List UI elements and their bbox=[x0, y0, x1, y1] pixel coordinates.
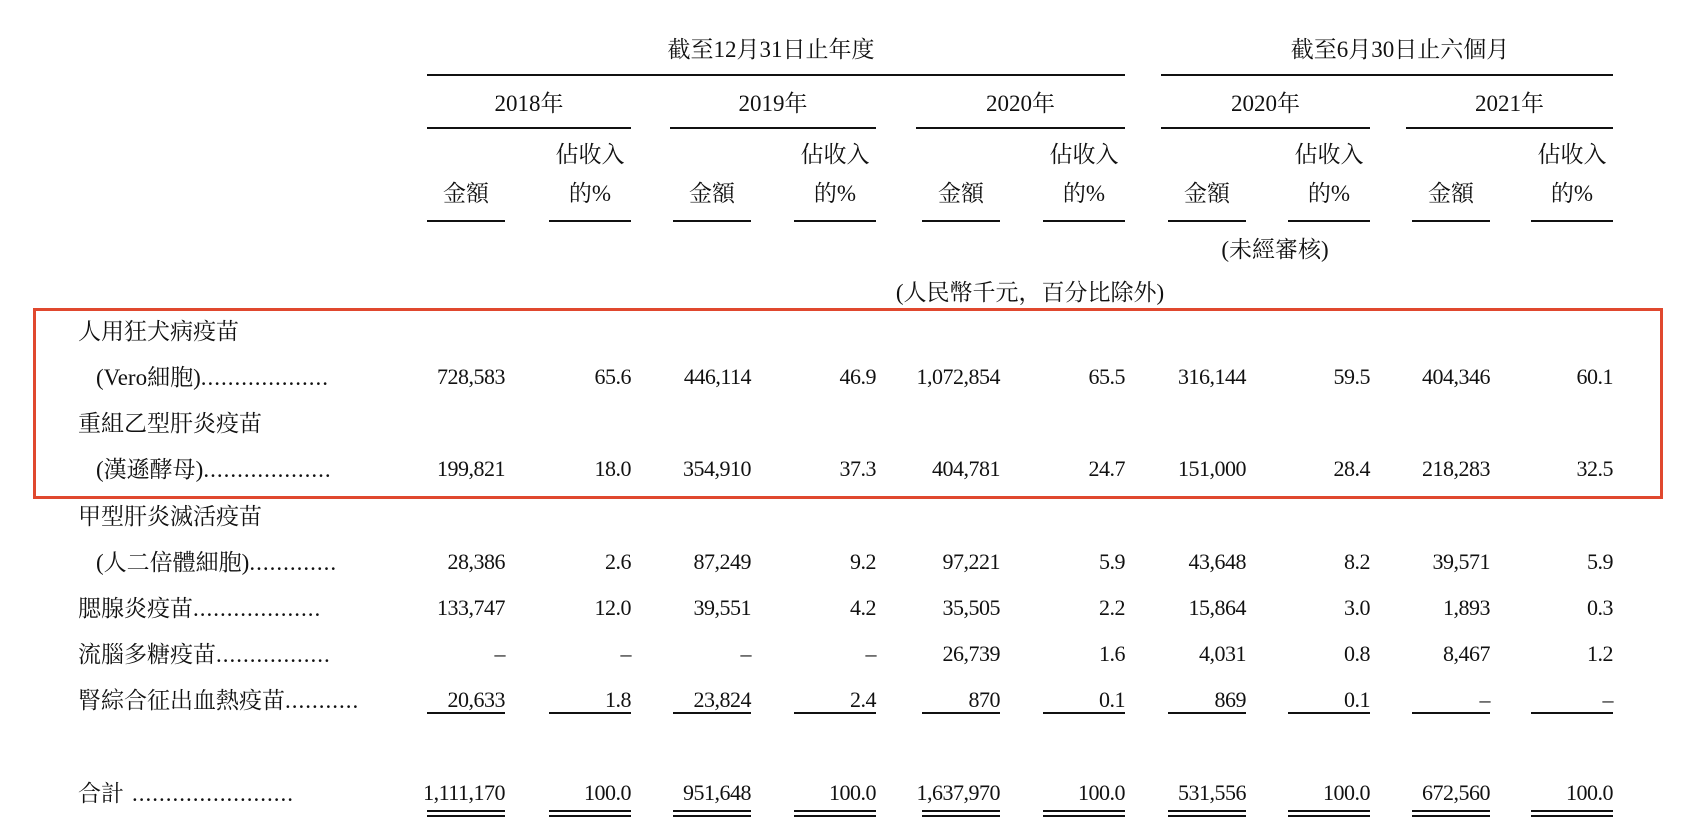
total-cell: 531,556 bbox=[1178, 780, 1246, 805]
total-cell: 951,648 bbox=[683, 780, 751, 805]
table-cell: – bbox=[1602, 687, 1613, 712]
header-amount: 金額 bbox=[443, 181, 489, 206]
total-double-rule bbox=[1043, 815, 1125, 817]
subtotal-rule bbox=[1288, 712, 1370, 714]
table-cell: 8.2 bbox=[1344, 549, 1370, 574]
header-pct-line1: 佔收入 bbox=[1049, 142, 1119, 167]
table-cell: 870 bbox=[968, 687, 1000, 712]
table-cell: 87,249 bbox=[693, 549, 751, 574]
row-label: 甲型肝炎滅活疫苗 bbox=[78, 504, 262, 529]
table-cell: 24.7 bbox=[1088, 456, 1125, 481]
total-double-rule bbox=[922, 810, 1000, 812]
table-cell: 199,821 bbox=[437, 456, 505, 481]
year-rule bbox=[427, 127, 631, 129]
total-cell: 1,637,970 bbox=[916, 780, 1000, 805]
subtotal-rule bbox=[794, 712, 876, 714]
table-cell: 2.2 bbox=[1099, 595, 1125, 620]
table-cell: 316,144 bbox=[1178, 364, 1246, 389]
dot-leader: ........... bbox=[285, 688, 360, 713]
subtotal-rule bbox=[673, 712, 751, 714]
subtotal-rule bbox=[427, 712, 505, 714]
subheader-rule bbox=[1412, 220, 1490, 222]
table-cell: 133,747 bbox=[437, 595, 505, 620]
table-cell: 28,386 bbox=[447, 549, 505, 574]
row-label bbox=[96, 551, 337, 574]
year-rule bbox=[1406, 127, 1613, 129]
row-label-text: (Vero細胞) bbox=[96, 365, 201, 390]
header-year: 2021年 bbox=[1475, 91, 1544, 116]
table-cell: 151,000 bbox=[1178, 456, 1246, 481]
table-cell: 65.6 bbox=[594, 364, 631, 389]
table-cell: 1.2 bbox=[1587, 641, 1613, 666]
table-cell: – bbox=[865, 641, 876, 666]
row-label bbox=[78, 597, 321, 620]
header-group-six-months: 截至6月30日止六個月 bbox=[1290, 37, 1510, 62]
table-cell: 5.9 bbox=[1099, 549, 1125, 574]
unaudited-note: (未經審核) bbox=[1221, 237, 1329, 262]
table-cell: 37.3 bbox=[839, 456, 876, 481]
dot-leader: ............. bbox=[249, 550, 338, 575]
table-cell: 43,648 bbox=[1188, 549, 1246, 574]
dot-leader: ................... bbox=[193, 596, 322, 621]
total-double-rule bbox=[549, 810, 631, 812]
table-cell: 35,505 bbox=[942, 595, 1000, 620]
table-cell: 59.5 bbox=[1333, 364, 1370, 389]
table-cell: 1,072,854 bbox=[916, 364, 1000, 389]
table-cell: 404,781 bbox=[932, 456, 1000, 481]
table-cell: 15,864 bbox=[1188, 595, 1246, 620]
header-pct-line2: 的% bbox=[1550, 181, 1594, 206]
total-double-rule bbox=[794, 815, 876, 817]
subtotal-rule bbox=[1043, 712, 1125, 714]
table-cell: 32.5 bbox=[1576, 456, 1613, 481]
total-cell: 672,560 bbox=[1422, 780, 1490, 805]
table-cell: 60.1 bbox=[1576, 364, 1613, 389]
year-rule bbox=[670, 127, 876, 129]
header-pct-line2: 的% bbox=[1062, 181, 1106, 206]
table-cell: 4,031 bbox=[1199, 641, 1246, 666]
subtotal-rule bbox=[1531, 712, 1613, 714]
subheader-rule bbox=[794, 220, 876, 222]
table-cell: – bbox=[620, 641, 631, 666]
header-amount: 金額 bbox=[689, 181, 735, 206]
table-cell: 2.6 bbox=[605, 549, 631, 574]
table-cell: 3.0 bbox=[1344, 595, 1370, 620]
total-double-rule bbox=[1168, 815, 1246, 817]
table-cell: 9.2 bbox=[850, 549, 876, 574]
table-cell: – bbox=[740, 641, 751, 666]
total-double-rule bbox=[1168, 810, 1246, 812]
header-amount: 金額 bbox=[938, 181, 984, 206]
row-label-text: 流腦多糖疫苗 bbox=[78, 642, 216, 667]
subheader-rule bbox=[1531, 220, 1613, 222]
subheader-rule bbox=[1043, 220, 1125, 222]
dot-leader: ................... bbox=[203, 457, 332, 482]
total-double-rule bbox=[673, 810, 751, 812]
table-cell: 446,114 bbox=[683, 364, 751, 389]
table-cell: 65.5 bbox=[1088, 364, 1125, 389]
subheader-rule bbox=[673, 220, 751, 222]
table-cell: 0.3 bbox=[1587, 595, 1613, 620]
dot-leader: ................... bbox=[200, 365, 329, 390]
row-label-text: 腮腺炎疫苗 bbox=[78, 596, 193, 621]
total-double-rule bbox=[1412, 810, 1490, 812]
year-rule bbox=[916, 127, 1125, 129]
total-double-rule bbox=[549, 815, 631, 817]
table-cell: 5.9 bbox=[1587, 549, 1613, 574]
subtotal-rule bbox=[1412, 712, 1490, 714]
group-rule-full-year bbox=[427, 74, 1125, 76]
total-double-rule bbox=[427, 815, 505, 817]
subheader-rule bbox=[922, 220, 1000, 222]
row-label: 人用狂犬病疫苗 bbox=[78, 319, 239, 344]
header-pct-line2: 的% bbox=[568, 181, 612, 206]
table-cell: 20,633 bbox=[447, 687, 505, 712]
header-group-full-year: 截至12月31日止年度 bbox=[667, 37, 875, 62]
header-pct-line2: 的% bbox=[1307, 181, 1351, 206]
header-pct-line1: 佔收入 bbox=[800, 142, 870, 167]
row-label-text: (人二倍體細胞) bbox=[96, 550, 250, 575]
row-label bbox=[78, 689, 359, 712]
table-cell: 12.0 bbox=[594, 595, 631, 620]
subtotal-rule bbox=[1168, 712, 1246, 714]
row-label-text: (漢遜酵母) bbox=[96, 457, 204, 482]
header-pct-line1: 佔收入 bbox=[1294, 142, 1364, 167]
table-cell: 39,571 bbox=[1432, 549, 1490, 574]
header-year: 2018年 bbox=[494, 91, 564, 116]
group-rule-six-months bbox=[1161, 74, 1613, 76]
total-double-rule bbox=[1288, 810, 1370, 812]
dot-leader: ........................ bbox=[132, 781, 294, 806]
table-cell: 97,221 bbox=[942, 549, 1000, 574]
subtotal-rule bbox=[549, 712, 631, 714]
year-rule bbox=[1161, 127, 1370, 129]
row-label bbox=[78, 643, 331, 666]
total-label-text: 合計 bbox=[78, 781, 124, 806]
table-cell: 46.9 bbox=[839, 364, 876, 389]
header-year: 2019年 bbox=[738, 91, 808, 116]
table-cell: 218,283 bbox=[1422, 456, 1490, 481]
subheader-rule bbox=[1288, 220, 1370, 222]
unit-note: (人民幣千元，百分比除外) bbox=[895, 280, 1165, 305]
table-cell: 18.0 bbox=[594, 456, 631, 481]
table-cell: 1.8 bbox=[605, 687, 631, 712]
total-double-rule bbox=[673, 815, 751, 817]
subheader-rule bbox=[427, 220, 505, 222]
subtotal-rule bbox=[922, 712, 1000, 714]
header-year: 2020年 bbox=[1231, 91, 1300, 116]
table-cell: 869 bbox=[1214, 687, 1246, 712]
dot-leader: ................. bbox=[216, 642, 331, 667]
total-double-rule bbox=[1531, 810, 1613, 812]
total-cell: 100.0 bbox=[829, 780, 876, 805]
highlight-box bbox=[33, 308, 1663, 499]
table-cell: 0.1 bbox=[1344, 687, 1370, 712]
subheader-rule bbox=[549, 220, 631, 222]
total-cell: 100.0 bbox=[1078, 780, 1125, 805]
table-cell: 728,583 bbox=[437, 364, 505, 389]
table-cell: 23,824 bbox=[693, 687, 751, 712]
table-cell: 354,910 bbox=[683, 456, 751, 481]
row-label: 重組乙型肝炎疫苗 bbox=[78, 411, 262, 436]
table-cell: 8,467 bbox=[1443, 641, 1490, 666]
total-double-rule bbox=[1288, 815, 1370, 817]
table-cell: 28.4 bbox=[1333, 456, 1370, 481]
table-cell: – bbox=[1479, 687, 1490, 712]
table-cell: 1.6 bbox=[1099, 641, 1125, 666]
table-cell: 404,346 bbox=[1422, 364, 1490, 389]
header-amount: 金額 bbox=[1184, 181, 1230, 206]
total-label bbox=[78, 782, 294, 805]
total-cell: 100.0 bbox=[1323, 780, 1370, 805]
header-amount: 金額 bbox=[1428, 181, 1474, 206]
header-pct-line1: 佔收入 bbox=[1537, 142, 1607, 167]
table-cell: 0.1 bbox=[1099, 687, 1125, 712]
table-cell: 2.4 bbox=[850, 687, 876, 712]
total-double-rule bbox=[1043, 810, 1125, 812]
header-year: 2020年 bbox=[986, 91, 1055, 116]
table-cell: – bbox=[494, 641, 505, 666]
total-double-rule bbox=[922, 815, 1000, 817]
table-cell: 1,893 bbox=[1443, 595, 1490, 620]
total-double-rule bbox=[427, 810, 505, 812]
total-double-rule bbox=[1412, 815, 1490, 817]
total-cell: 100.0 bbox=[1566, 780, 1613, 805]
total-double-rule bbox=[1531, 815, 1613, 817]
total-cell: 1,111,170 bbox=[423, 780, 505, 805]
header-pct-line2: 的% bbox=[813, 181, 857, 206]
total-cell: 100.0 bbox=[584, 780, 631, 805]
row-label-text: 腎綜合征出血熱疫苗 bbox=[78, 688, 285, 713]
subheader-rule bbox=[1168, 220, 1246, 222]
table-cell: 39,551 bbox=[693, 595, 751, 620]
table-cell: 0.8 bbox=[1344, 641, 1370, 666]
table-cell: 26,739 bbox=[942, 641, 1000, 666]
header-pct-line1: 佔收入 bbox=[555, 142, 625, 167]
total-double-rule bbox=[794, 810, 876, 812]
table-cell: 4.2 bbox=[850, 595, 876, 620]
